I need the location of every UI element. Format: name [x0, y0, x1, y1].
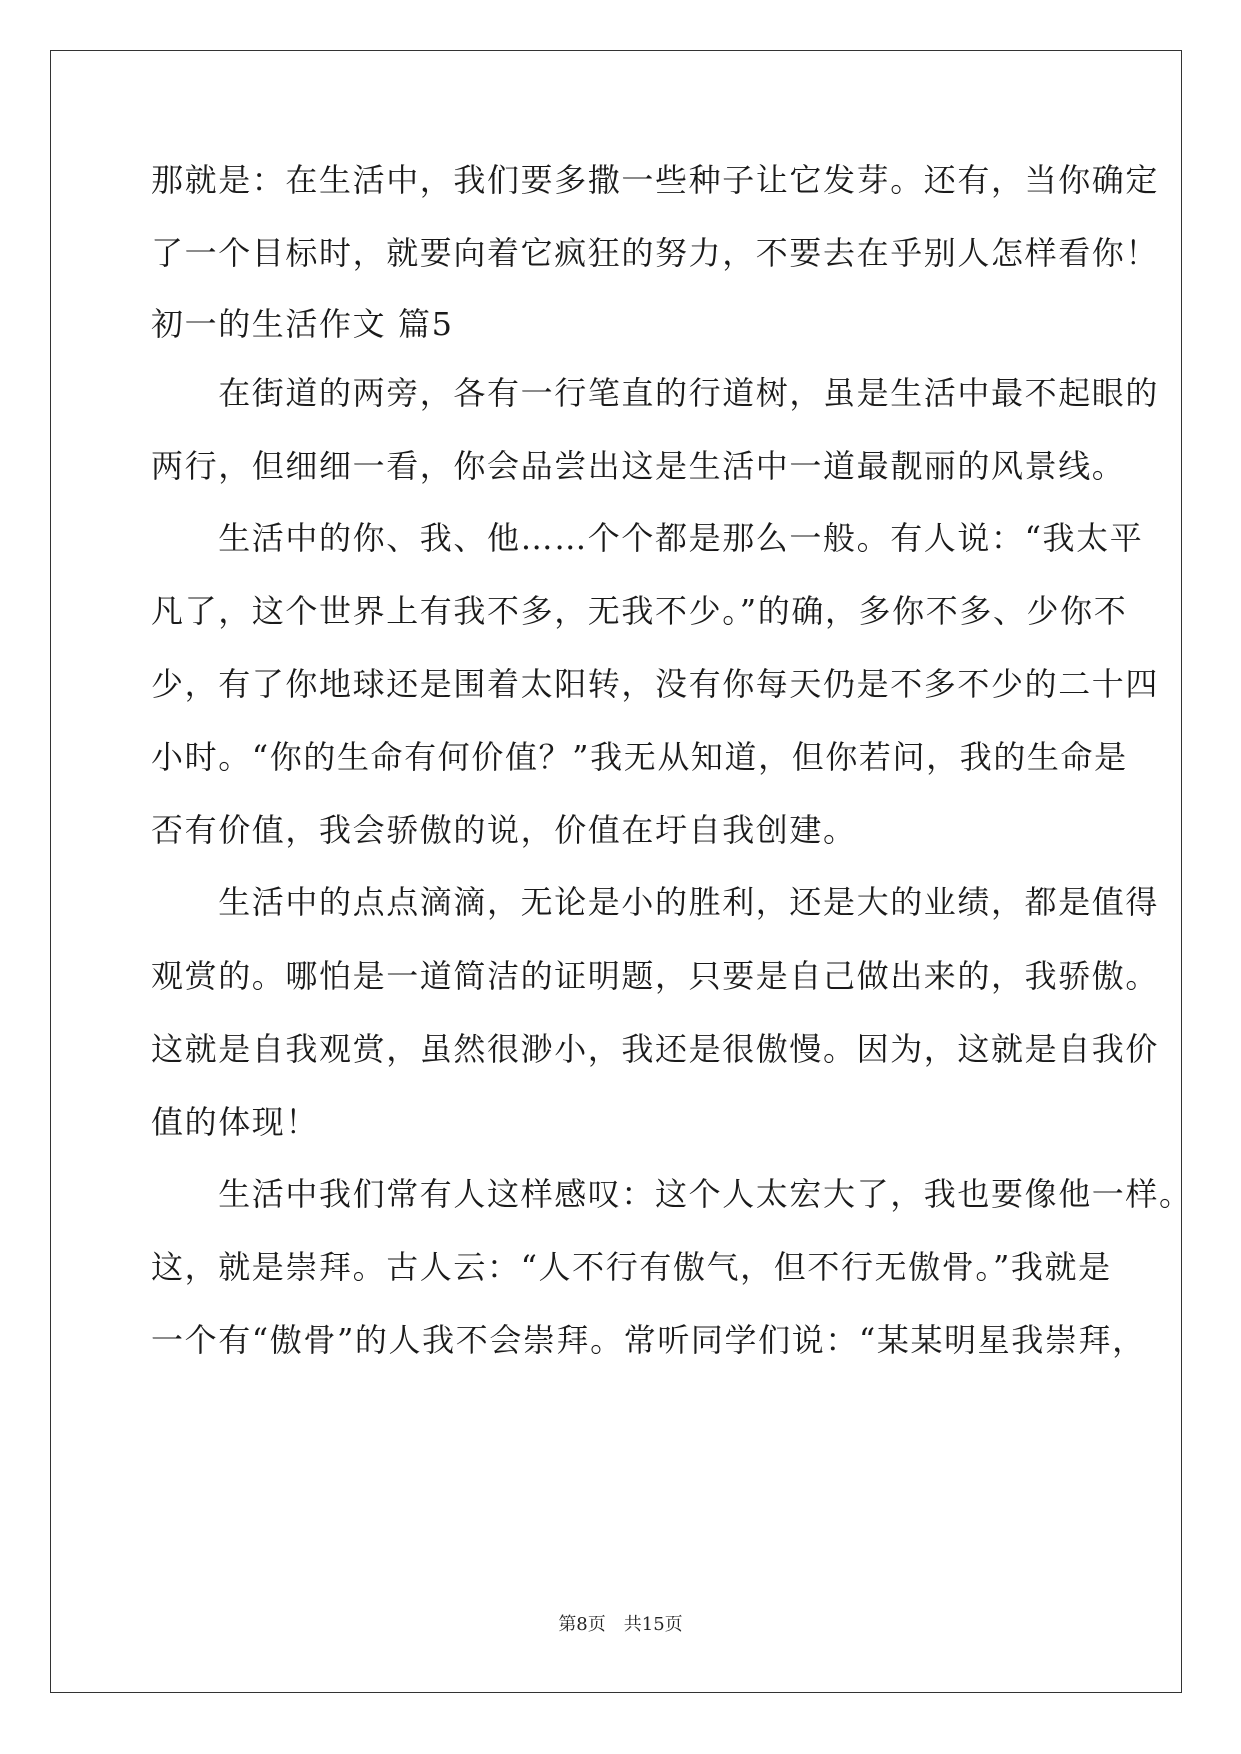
text-line: 否有价值，我会骄傲的说，价值在圩自我创建。	[151, 811, 857, 849]
text-line: 生活中我们常有人这样感叹：这个人太宏大了，我也要像他一样。	[151, 1175, 1193, 1213]
text-line: 一个有“傲骨”的人我不会崇拜。常听同学们说：“某某明星我崇拜，	[151, 1321, 1146, 1359]
text-line: 两行，但细细一看，你会品尝出这是生活中一道最靓丽的风景线。	[151, 447, 1126, 485]
page-border	[50, 50, 1182, 1693]
text-line: 小时。“你的生命有何价值？”我无从知道，但你若问，我的生命是	[151, 738, 1128, 776]
text-line: 观赏的。哪怕是一道简洁的证明题，只要是自己做出来的，我骄傲。	[151, 957, 1160, 995]
text-line: 那就是：在生活中，我们要多撒一些种子让它发芽。还有，当你确定	[151, 161, 1160, 199]
page-number: 第8页	[558, 1614, 606, 1635]
text-line: 少，有了你地球还是围着太阳转，没有你每天仍是不多不少的二十四	[151, 665, 1160, 703]
page-total: 共15页	[623, 1614, 683, 1635]
text-line: 值的体现！	[151, 1103, 320, 1141]
text-line: 在街道的两旁，各有一行笔直的行道树，虽是生活中最不起眼的	[151, 374, 1160, 412]
section-heading: 初一的生活作文 篇5	[151, 305, 454, 343]
text-line: 生活中的点点滴滴，无论是小的胜利，还是大的业绩，都是值得	[151, 883, 1160, 921]
text-line: 这就是自我观赏，虽然很渺小，我还是很傲慢。因为，这就是自我价	[151, 1030, 1160, 1068]
text-line: 了一个目标时，就要向着它疯狂的努力，不要去在乎别人怎样看你！	[151, 234, 1160, 272]
text-line: 凡了，这个世界上有我不多，无我不少。”的确，多你不多、少你不	[151, 592, 1128, 630]
page-footer	[0, 1614, 1241, 1636]
text-line: 生活中的你、我、他……个个都是那么一般。有人说：“我太平	[151, 519, 1144, 557]
text-line: 这，就是崇拜。古人云：“人不行有傲气，但不行无傲骨。”我就是	[151, 1248, 1112, 1286]
